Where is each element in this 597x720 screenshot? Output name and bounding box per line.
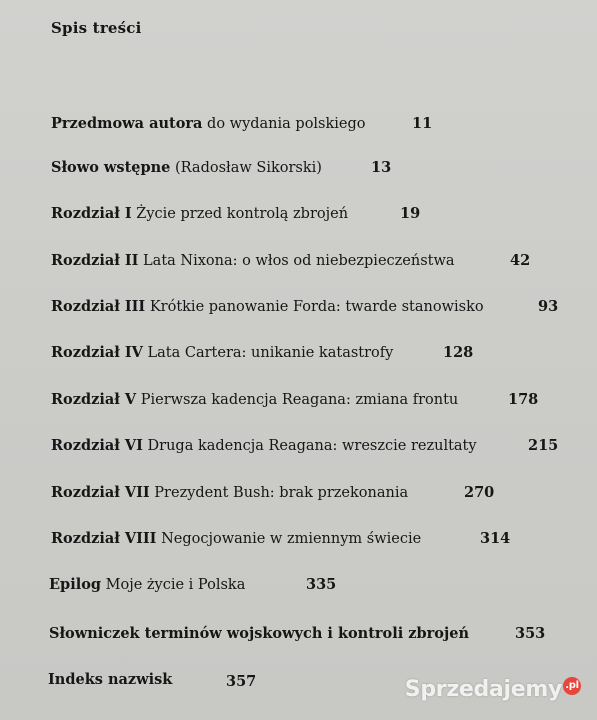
entry-label: Rozdział III (51, 298, 146, 315)
entry-label: Rozdział II (51, 252, 139, 269)
entry-page-number: 11 (412, 115, 433, 132)
toc-entry (51, 483, 408, 503)
entry-page-number: 178 (508, 391, 539, 408)
toc-entry (51, 204, 348, 224)
toc-entry (51, 529, 421, 549)
entry-page-number: 19 (400, 205, 421, 222)
entry-page-number: 314 (480, 530, 511, 547)
entry-title: Życie przed kontrolą zbrojeń (136, 206, 349, 222)
watermark-logo (405, 677, 581, 702)
toc-entry (51, 343, 393, 363)
entry-title: Prezydent Bush: brak przekonania (154, 485, 409, 501)
entry-label: Epilog (49, 576, 102, 593)
toc-entry (51, 114, 366, 134)
watermark-text: Sprzedajemy (404, 677, 562, 702)
entry-label: Rozdział VII (51, 484, 150, 501)
entry-title: Druga kadencja Reagana: wreszcie rezultaty (147, 438, 477, 454)
entry-title: Moje życie i Polska (105, 577, 246, 593)
entry-page-number: 128 (443, 344, 474, 361)
toc-entry (51, 251, 455, 271)
entry-title: Pierwsza kadencja Reagana: zmiana frontu (140, 392, 459, 408)
entry-page-number: 13 (371, 159, 392, 176)
entry-title: (Radosław Sikorski) (175, 160, 322, 176)
entry-label: Rozdział IV (51, 344, 143, 361)
entry-title: Lata Cartera: unikanie katastrofy (147, 345, 394, 361)
entry-label: Słowniczek terminów wojskowych i kontroli zbrojeń (49, 625, 469, 642)
toc-entry (51, 390, 458, 410)
entry-page-number: 215 (528, 437, 559, 454)
entry-page-number: 270 (464, 484, 495, 501)
entry-title: do wydania polskiego (207, 116, 366, 132)
entry-title: Negocjowanie w zmiennym świecie (161, 531, 422, 547)
entry-label: Indeks nazwisk (48, 671, 173, 688)
toc-entry (51, 436, 477, 456)
entry-page-number: 353 (515, 625, 546, 642)
entry-label: Rozdział I (51, 205, 132, 222)
entry-label: Rozdział VIII (51, 530, 157, 547)
entry-page-number: 93 (538, 298, 559, 315)
entry-label: Przedmowa autora (51, 115, 203, 132)
toc-entry (51, 158, 322, 178)
entry-page-number: 335 (306, 576, 337, 593)
entry-label: Rozdział VI (51, 437, 143, 454)
entry-title: Lata Nixona: o włos od niebezpieczeństwa (143, 253, 455, 269)
toc-entry (51, 297, 484, 317)
toc-heading: Spis treści (51, 19, 142, 37)
entry-page-number: 42 (510, 252, 531, 269)
toc-entry (49, 624, 469, 644)
entry-label: Rozdział V (51, 391, 137, 408)
toc-entry (49, 575, 245, 595)
entry-title: Krótkie panowanie Forda: twarde stanowisko (149, 299, 484, 315)
entry-label: Słowo wstępne (51, 159, 171, 176)
entry-page-number: 357 (226, 673, 257, 690)
toc-entry (48, 670, 172, 690)
watermark-badge: .pl (563, 677, 581, 695)
